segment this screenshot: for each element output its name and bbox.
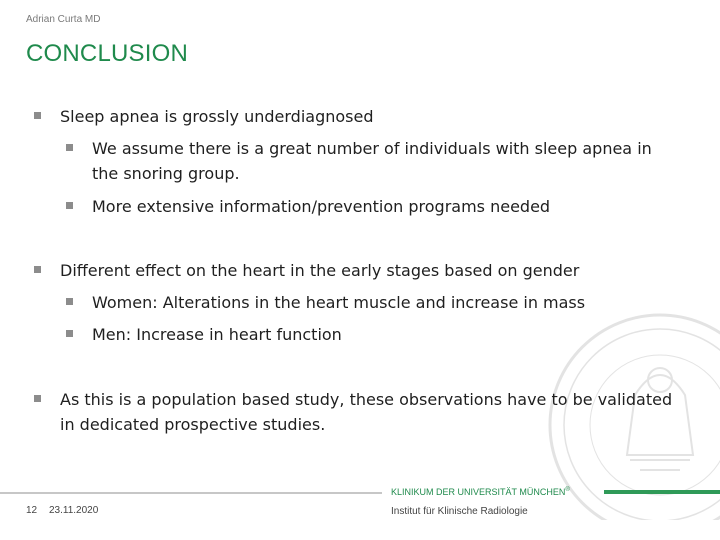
brand-text: KLINIKUM DER UNIVERSITÄT MÜNCHEN (391, 487, 566, 497)
bullet-text: Men: Increase in heart function (92, 325, 342, 344)
bullet-item (34, 104, 634, 129)
page-number: 12 (26, 505, 38, 516)
bullet-text: Sleep apnea is grossly underdiagnosed (60, 107, 374, 126)
slide-title: CONCLUSION (26, 40, 189, 67)
bullet-text: Different effect on the heart in the early stages based on gender (60, 261, 580, 280)
slide-date: 23.11.2020 (49, 505, 99, 516)
bullet-square-icon (66, 298, 73, 305)
bullet-text: We assume there is a great number of individuals with sleep apnea in the snoring group. (92, 139, 652, 183)
footer-divider-left (0, 492, 382, 494)
footer-divider-right (604, 490, 720, 494)
bullet-item (34, 387, 674, 437)
bullet-square-icon (34, 395, 41, 402)
bullet-square-icon (34, 112, 41, 119)
sub-bullet-item (66, 194, 656, 219)
bullet-text: More extensive information/prevention programs needed (92, 197, 551, 216)
bullet-text: As this is a population based study, these observations have to be validated in dedicated prospective studies. (60, 390, 673, 434)
author-name: Adrian Curta MD (26, 14, 101, 25)
bullet-item (34, 258, 684, 283)
bullet-square-icon (34, 266, 41, 273)
sub-bullet-item (66, 322, 666, 347)
brand-name (391, 487, 570, 497)
sub-bullet-item (66, 136, 656, 186)
institute-name: Institut für Klinische Radiologie (391, 506, 528, 517)
bullet-square-icon (66, 202, 73, 209)
sub-bullet-item (66, 290, 686, 315)
registered-mark: ® (565, 487, 570, 493)
bullet-square-icon (66, 144, 73, 151)
bullet-square-icon (66, 330, 73, 337)
bullet-text: Women: Alterations in the heart muscle and increase in mass (92, 293, 586, 312)
